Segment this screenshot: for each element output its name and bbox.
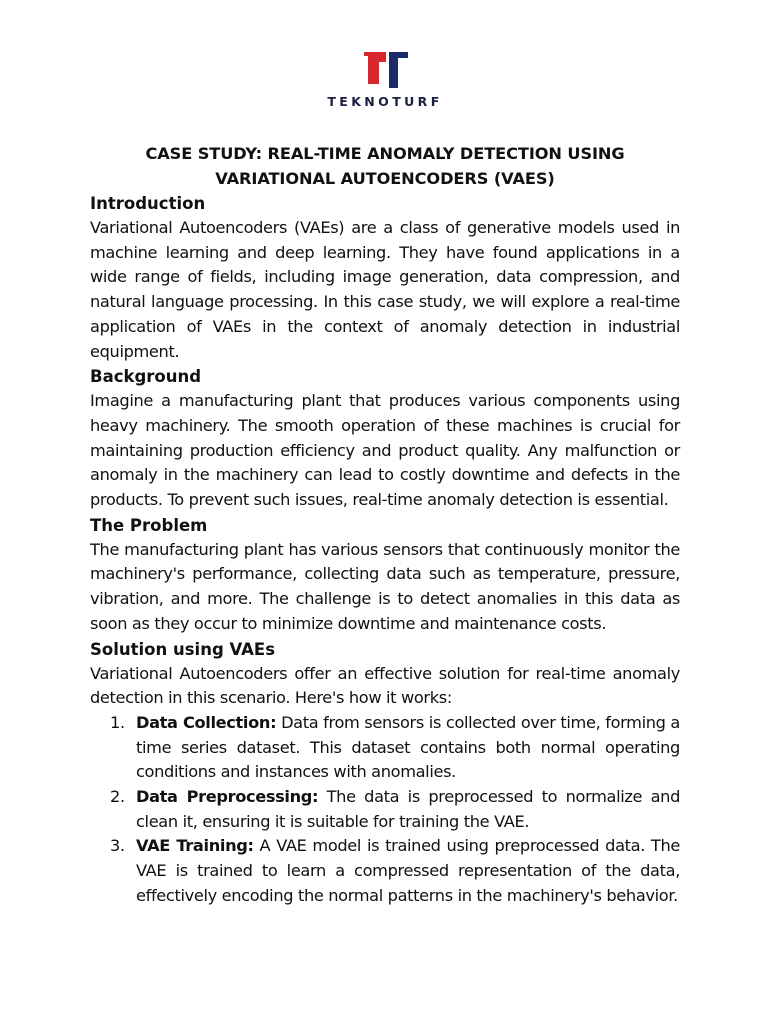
solution-steps-list xyxy=(90,711,680,909)
section-background xyxy=(90,364,680,513)
background-body: Imagine a manufacturing plant that produces various components using heavy machinery. The smooth operation of these machines is crucial for maintaining production efficiency and product quality. Any malfunction or anomaly in the machinery can lead to costly downtime and defects in the products. To prevent such issues, real-time anomaly detection is essential. xyxy=(90,391,680,510)
list-item-text: Data from sensors is collected over time, forming a time series dataset. This dataset contains both normal operating conditions and instances with anomalies. xyxy=(136,712,680,782)
list-item-text: A VAE model is trained using preprocessed data. The VAE is trained to learn a compressed representation of the data, effectively encoding the normal patterns in the machinery's behavior. xyxy=(136,836,680,905)
list-item xyxy=(90,711,680,785)
solution-heading: Solution using VAEs xyxy=(90,639,276,659)
list-item xyxy=(90,785,680,834)
section-introduction xyxy=(90,191,680,364)
teknoturf-logo-icon xyxy=(364,52,408,88)
list-item-text: The data is preprocessed to normalize and clean it, ensuring it is suitable for training the VAE. xyxy=(136,787,680,831)
list-item-number: 2. xyxy=(110,787,125,807)
section-problem xyxy=(90,513,680,637)
document-title-line-1: CASE STUDY: REAL-TIME ANOMALY DETECTION USING xyxy=(145,144,625,163)
document-title-line-2: VARIATIONAL AUTOENCODERS (VAES) xyxy=(215,169,555,188)
document-content xyxy=(90,141,680,909)
teknoturf-logo xyxy=(318,46,452,118)
logo-text: TEKNOTURF xyxy=(327,94,443,109)
list-item-label: Data Collection: xyxy=(136,712,277,732)
problem-heading: The Problem xyxy=(90,515,208,535)
list-item-label: VAE Training: xyxy=(136,836,254,856)
introduction-body: Variational Autoencoders (VAEs) are a class of generative models used in machine learning and deep learning. They have found applications in a wide range of fields, including image generation, data compression, and natural language processing. In this case study, we will explore a real-time application of VAEs in the context of anomaly detection in industrial equipment. xyxy=(90,218,680,361)
list-item xyxy=(90,834,680,908)
background-heading: Background xyxy=(90,367,202,387)
introduction-heading: Introduction xyxy=(90,194,206,213)
section-solution xyxy=(90,637,680,909)
list-item-label: Data Preprocessing: xyxy=(136,787,319,807)
list-item-number: 1. xyxy=(110,712,125,732)
problem-body: The manufacturing plant has various sensors that continuously monitor the machinery's performance, collecting data such as temperature, pressure, vibration, and more. The challenge is to detect anomalies in this data as soon as they occur to minimize downtime and maintenance costs. xyxy=(90,539,680,633)
solution-body: Variational Autoencoders offer an effective solution for real-time anomaly detection in this scenario. Here's how it works: xyxy=(90,663,680,708)
document-title xyxy=(90,141,680,191)
list-item-number: 3. xyxy=(110,836,125,856)
